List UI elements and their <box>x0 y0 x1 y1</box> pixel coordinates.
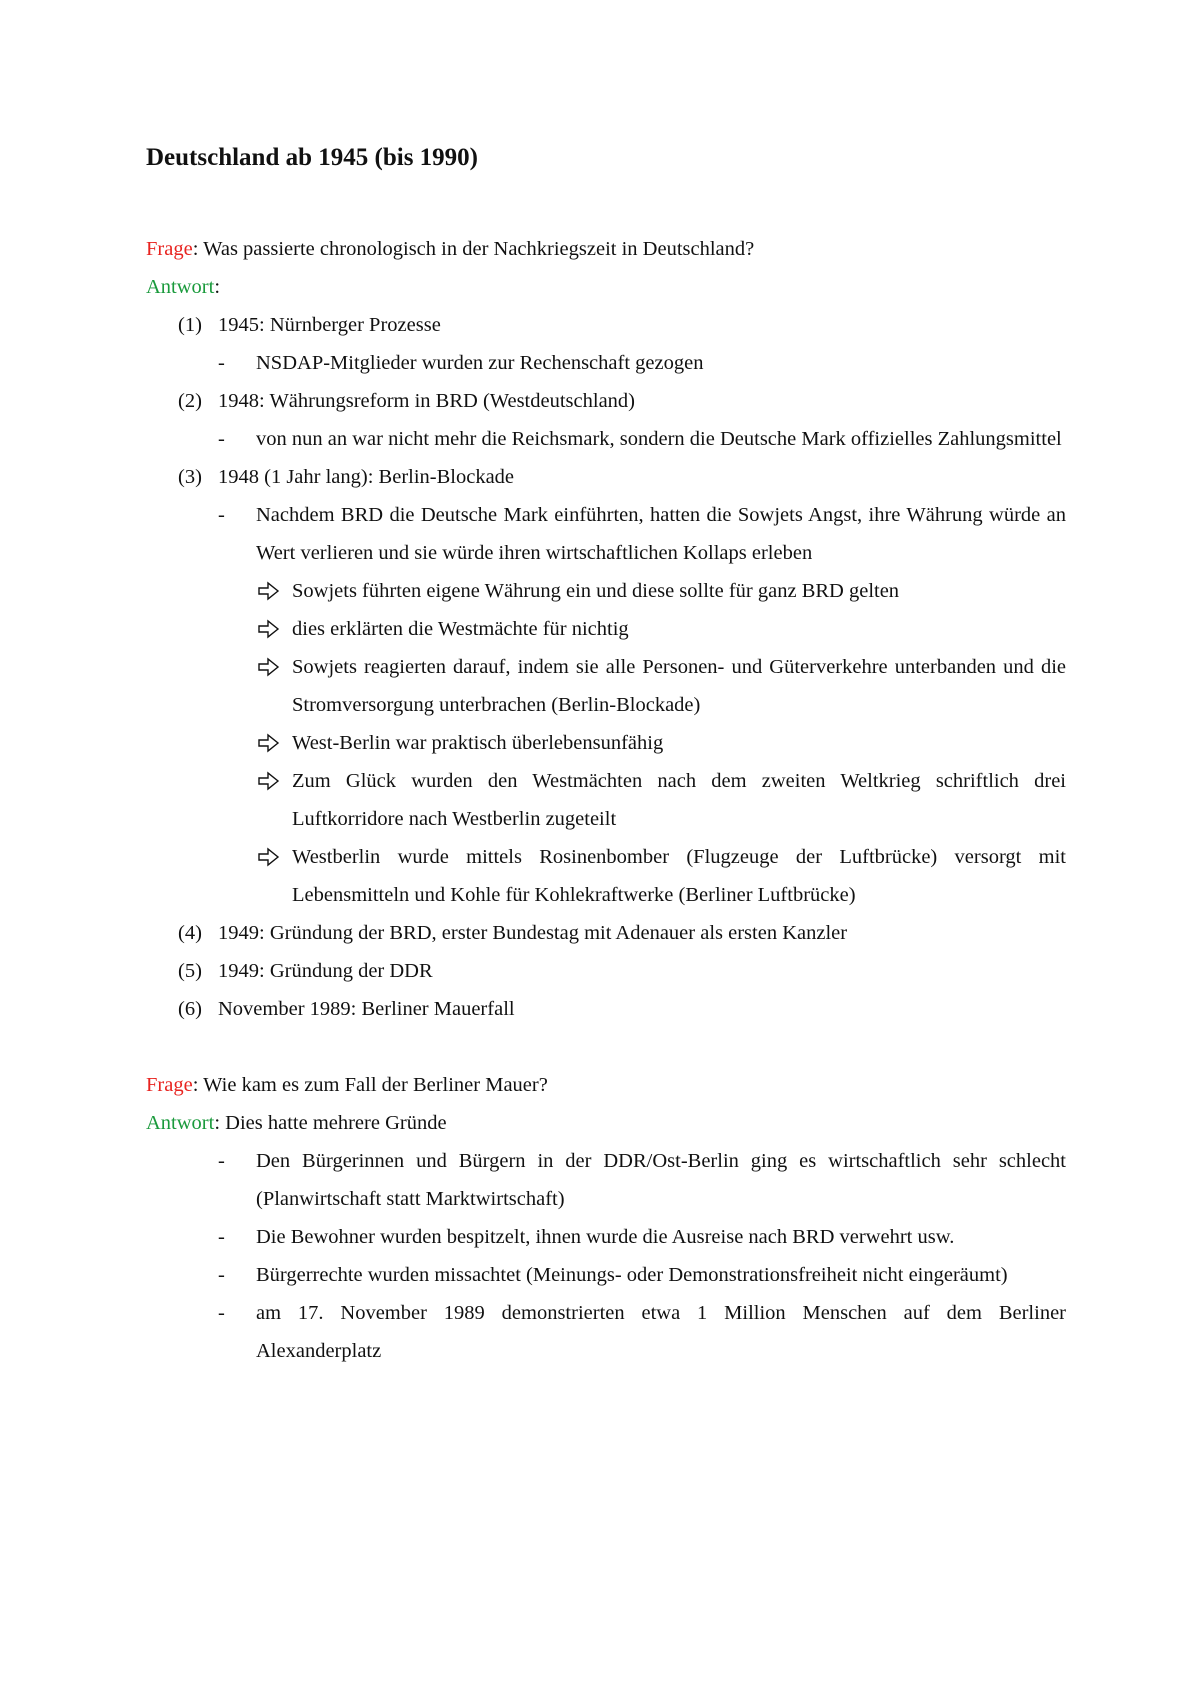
arrow-right-icon <box>256 838 282 876</box>
question-text: : Wie kam es zum Fall der Berliner Mauer? <box>192 1074 548 1096</box>
arrow-text: dies erklärten die Westmächte für nichtig <box>292 618 629 640</box>
item-text: 1949: Gründung der DDR <box>218 960 433 982</box>
arrow-right-icon <box>256 724 282 762</box>
arrow-item <box>146 648 1066 724</box>
item-text: 1945: Nürnberger Prozesse <box>218 314 441 336</box>
question-text: : Was passierte chronologisch in der Nachkriegszeit in Deutschland? <box>192 238 755 260</box>
dash-bullet: - <box>218 1302 225 1324</box>
arrow-right-icon <box>256 648 282 686</box>
dash-text: Den Bürgerinnen und Bürgern in der DDR/Ost-Berlin ging es wirtschaftlich sehr schlecht (Planwirtschaft statt Marktwirtschaft) <box>256 1150 1066 1210</box>
document-title: Deutschland ab 1945 (bis 1990) <box>146 144 478 171</box>
antwort-label: Antwort <box>146 276 215 298</box>
arrow-item <box>146 724 1066 762</box>
arrow-text: Sowjets reagierten darauf, indem sie alle Personen- und Güterverkehre unterbanden und die Stromversorgung unterbrachen (Berlin-Blockade) <box>292 656 1066 716</box>
dash-item <box>146 1294 1066 1370</box>
question-line <box>146 230 1066 268</box>
item-number: (2) <box>178 390 202 412</box>
dash-bullet: - <box>218 1226 225 1248</box>
arrow-item <box>146 838 1066 914</box>
arrow-item <box>146 572 1066 610</box>
numbered-item <box>146 914 1066 952</box>
numbered-item <box>146 306 1066 344</box>
arrow-text: Zum Glück wurden den Westmächten nach dem zweiten Weltkrieg schriftlich drei Luftkorridore nach Westberlin zugeteilt <box>292 770 1066 830</box>
item-number: (6) <box>178 998 202 1020</box>
dash-text: von nun an war nicht mehr die Reichsmark, sondern die Deutsche Mark offizielles Zahlungsmittel <box>256 428 1062 450</box>
dash-item <box>146 1256 1066 1294</box>
arrow-right-icon <box>256 572 282 610</box>
dash-bullet: - <box>218 1150 225 1172</box>
dash-text: Nachdem BRD die Deutsche Mark einführten, hatten die Sowjets Angst, ihre Währung würde an Wert verlieren und sie würde ihren wirtschaftlichen Kollaps erleben <box>256 504 1066 564</box>
arrow-item <box>146 610 1066 648</box>
answer-text: : Dies hatte mehrere Gründe <box>214 1112 447 1134</box>
dash-text: Bürgerrechte wurden missachtet (Meinungs- oder Demonstrationsfreiheit nicht eingeräumt) <box>256 1264 1008 1286</box>
numbered-item <box>146 458 1066 496</box>
question-line <box>146 1066 1066 1104</box>
dash-item <box>146 420 1066 458</box>
dash-item <box>146 1218 1066 1256</box>
answer-text: : <box>214 276 221 298</box>
antwort-label: Antwort <box>146 1112 215 1134</box>
item-number: (5) <box>178 960 202 982</box>
dash-text: NSDAP-Mitglieder wurden zur Rechenschaft gezogen <box>256 352 704 374</box>
answer-line <box>146 268 1066 306</box>
section-spacer <box>146 1028 1066 1066</box>
arrow-right-icon <box>256 762 282 800</box>
numbered-item <box>146 952 1066 990</box>
item-number: (1) <box>178 314 202 336</box>
dash-item <box>146 344 1066 382</box>
dash-bullet: - <box>218 428 225 450</box>
dash-text: am 17. November 1989 demonstrierten etwa 1 Million Menschen auf dem Berliner Alexanderplatz <box>256 1302 1066 1362</box>
dash-item <box>146 1142 1066 1218</box>
dash-bullet: - <box>218 352 225 374</box>
arrow-text: Sowjets führten eigene Währung ein und diese sollte für ganz BRD gelten <box>292 580 900 602</box>
arrow-text: West-Berlin war praktisch überlebensunfähig <box>292 732 664 754</box>
dash-item <box>146 496 1066 572</box>
frage-label: Frage <box>146 1074 193 1096</box>
frage-label: Frage <box>146 238 193 260</box>
item-text: November 1989: Berliner Mauerfall <box>218 998 515 1020</box>
dash-bullet: - <box>218 504 225 526</box>
item-text: 1948: Währungsreform in BRD (Westdeutschland) <box>218 390 635 412</box>
answer-line <box>146 1104 1066 1142</box>
item-number: (3) <box>178 466 202 488</box>
numbered-item <box>146 990 1066 1028</box>
arrow-item <box>146 762 1066 838</box>
item-text: 1948 (1 Jahr lang): Berlin-Blockade <box>218 466 515 488</box>
document-body <box>146 230 1066 1370</box>
dash-text: Die Bewohner wurden bespitzelt, ihnen wurde die Ausreise nach BRD verwehrt usw. <box>256 1226 955 1248</box>
arrow-text: Westberlin wurde mittels Rosinenbomber (Flugzeuge der Luftbrücke) versorgt mit Lebensmitteln und Kohle für Kohlekraftwerke (Berliner Luftbrücke) <box>292 846 1066 906</box>
arrow-right-icon <box>256 610 282 648</box>
dash-bullet: - <box>218 1264 225 1286</box>
item-text: 1949: Gründung der BRD, erster Bundestag mit Adenauer als ersten Kanzler <box>218 922 848 944</box>
numbered-item <box>146 382 1066 420</box>
item-number: (4) <box>178 922 202 944</box>
